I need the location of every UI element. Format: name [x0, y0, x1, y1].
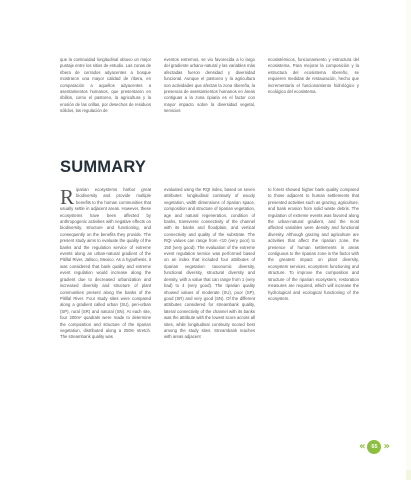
page-edge-strip [406, 0, 411, 480]
summary-column-3: to forest showed higher bank quality compared to those adjacent to human settlements that presented activities such as grazing, agriculture, and bank erosion from solid waste debris. The regulation of extreme events was favored along the urban-natural gradient, and the most affected variables were density and functional diversity. Although grazing and agriculture are activities that affect the riparian zone, the presence of human settlements in areas contiguous to the riparian zone is the factor with the greatest impact on plant diversity, ecosystem services, ecosystem functioning and structure. To improve the composition and structure of the riparian ecosystem, restoration measures are required, which will increase the hydrological and ecological functioning of the ecosystem. [268, 187, 359, 301]
previous-page-icon[interactable]: « [359, 441, 366, 452]
summary-heading: SUMMARY [60, 158, 147, 176]
spanish-abstract-column-1: que la continuidad longitudinal obtuvo un mejor puntaje entre los sitios de estudio. Las zonas de ribera de cerrados adyacentes a bosque mostraron una mayor calidad de ribera, en comparación a aquellos adyacentes a asentamientos humanos, que presentaron en ribillos, como el pastoreo, la agricultura y la erosión de las orillas, por desechos de residuos sólidos, las regulación de [60, 57, 151, 114]
drop-cap: R [60, 187, 75, 209]
spanish-abstract-column-3: ecosistémicos, funcionamiento y estructura del ecosistema. Para mejorar la composición y la estructura del ecosistema ribereño, se requieren medidas de restauración, hecho que incrementaría el funcionamiento hidrológico y ecológico del ecosistema. [268, 57, 359, 95]
summary-column-1-text: iparian ecosystems harbor great biodiversity and provide multiple benefits to the human communities that usually settle in adjacent areas. However, these ecosystems have been affected by anthropogenic activities with negative effects on biodiversity, structure and functioning, and consequently on the benefits they provide. The present study aims to evaluate the quality of the banks and the regulation service of extreme events along an urban-natural gradient of the Pitillal River, Jalisco, Mexico. As a hypothesis, it was considered that bank quality and extreme event regulation would increase along the gradient due to decreased urbanization and increased diversity and structure of plant communities present along the banks of the Pitillal River. Four study sites were compared along a gradient called urban (SU), peri-urban (SP), rural (SR) and natural (SN). At each site, four 200m² quadrats were made to determine the composition and structure of the riparian vegetation, distributed along a 250m stretch. The streambank quality was [60, 187, 151, 340]
page-navigation [359, 440, 390, 454]
summary-column-1 [60, 187, 151, 439]
spanish-abstract-column-2: eventos extremos, se vio favorecida a lo largo del gradiente urbano-natural y las variables más afectadas fueron densidad y diversidad funcional. Aunque el pastoreo y la agricultura son actividades que afectan la zona ribereña, la presencia de asentamientos humanos en áreas contiguas a la zona ripiaria es el factor con mayor impacto sobre la diversidad vegetal, servicios [164, 57, 255, 114]
next-page-icon[interactable]: » [383, 441, 390, 452]
page-number-badge: 65 [367, 440, 381, 454]
page-edge-tab [406, 470, 411, 480]
summary-column-2: evaluated using the RQI index, based on seven attributes: longitudinal continuity of woody vegetation, width dimensions of riparian space, composition and structure of riparian vegetation, age and natural regeneration, condition of banks, transverse connectivity of the channel with its banks and floodplain, and vertical connectivity and quality of the substrate. The RQI values can range from <10 (very poor) to 150 (very good). The evaluation of the extreme event regulation service was performed based on an index that included four attributes of riparian vegetation: taxonomic diversity, functional diversity, structural diversity and density, with a value that can range from 1 (very bad) to 4 (very good). The riparian quality showed values of moderate (SU), poor (SP), good (SR) and very good (SN). Of the different attributes considered for streambank quality, lateral connectivity of the channel with its banks was the attribute with the lowest score across all sites, while longitudinal continuity scored best among the study sites. Streambank reaches with areas adjacent [164, 187, 255, 340]
